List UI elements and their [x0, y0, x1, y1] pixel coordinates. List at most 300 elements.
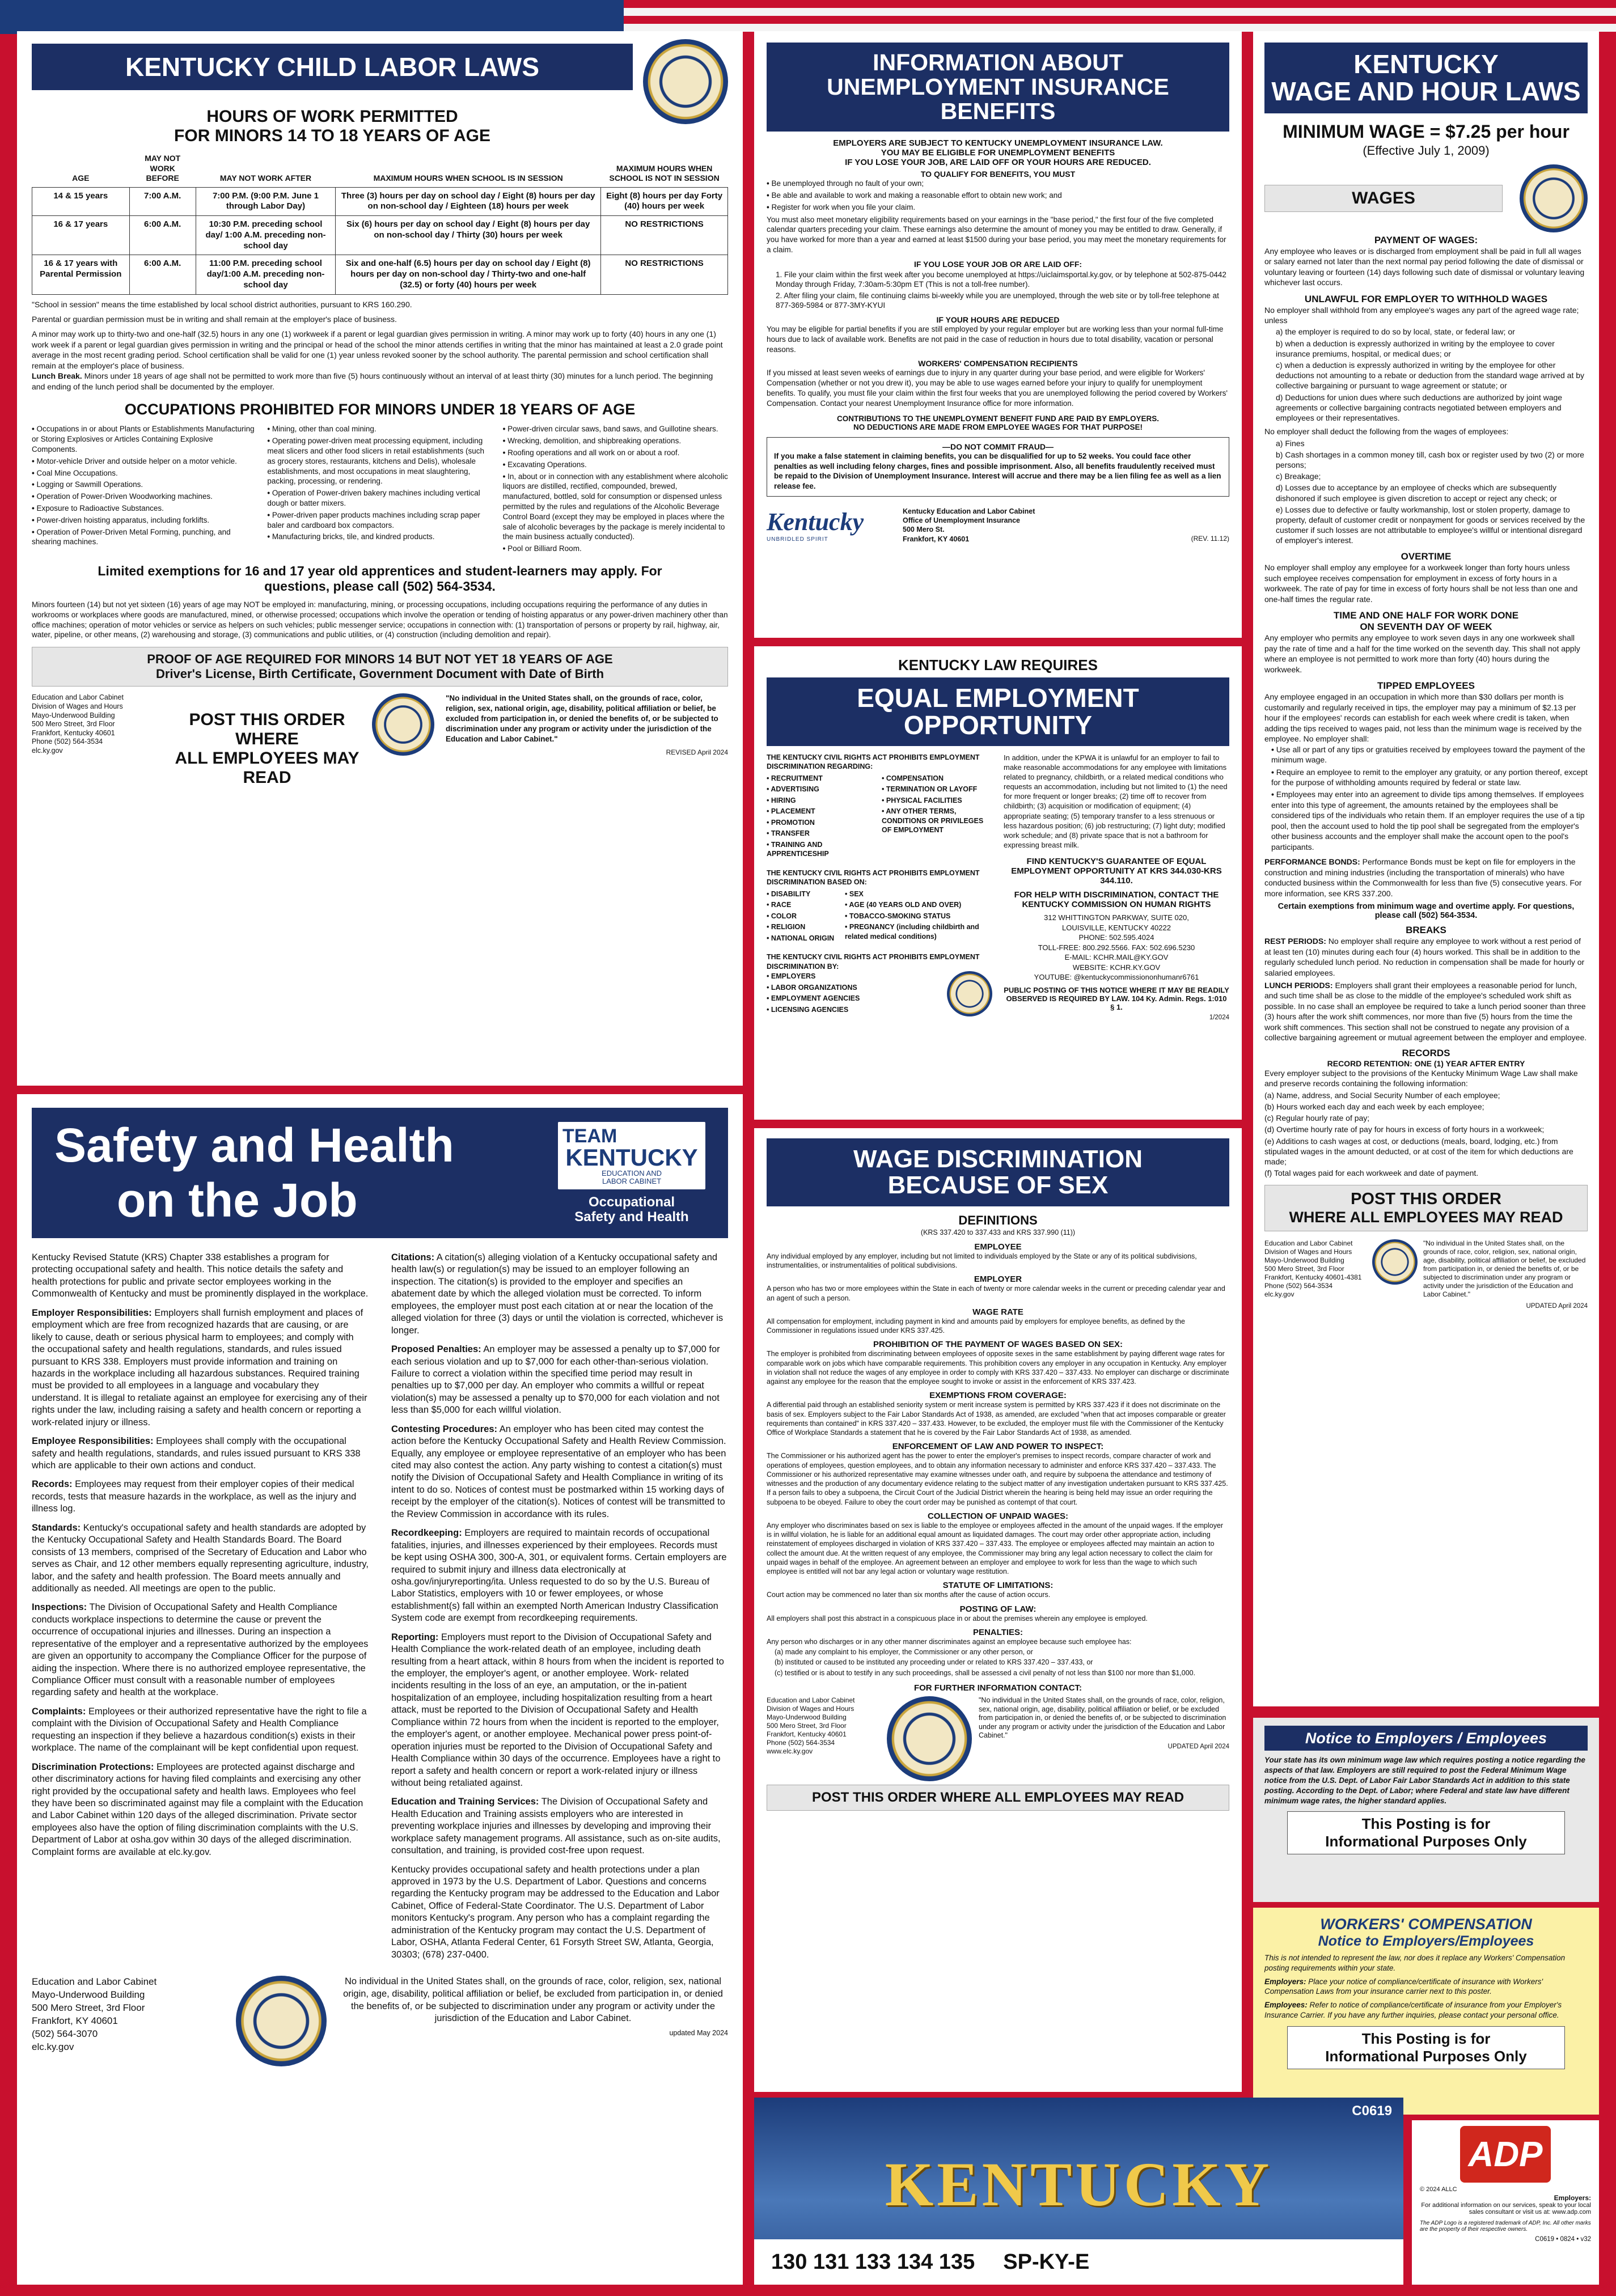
lunch-label: Lunch Break. — [32, 371, 82, 381]
eeo-item: • ADVERTISING — [767, 785, 877, 794]
wc-p2-label: Employers: — [1264, 1977, 1306, 1986]
prohibited-item: • Roofing operations and all work on or about a roof. — [503, 448, 728, 458]
footer-copyright: © 2024 ALLC — [1420, 2186, 1457, 2193]
safety-paragraph-text: Employers must report to the Division of Occupational Safety and Health Compliance the work-related death of an employee, including death resulting from a heart attack, within 8 hours from when the incident is reported to the employer, the employer's agent, or another employee. Work- related incidents resulting in the loss of an eye, an amputation, or the in-patient hospitalization of an employee, including hospitalization resulting from a heart attack, must be reported to the Division of Occupational Safety and Health Compliance within 72 hours from when the incident is reported to the employer, the employer's agent, or another employee. Mechanical power press point-of-operation injuries must be reported to the Division of Occupational Safety and Health Compliance within 30 days of the occurrence. Employees have a right to report a safety and health concern or report a work-related injury or illness without being retaliated against. — [391, 1632, 724, 1788]
address-line: Mayo-Underwood Building — [32, 711, 115, 719]
prohibited-item: • In, about or in connection with any establishment where alcoholic liquors are distilled, rectified, compounded, brewed, manufactured, bottled, sold for consumption or dispensed unless permitted by the rules and regulations of the Alcoholic Beverage Control Board (except they may be employed in places where the sale of alcoholic beverages by the package is merely incidental to the main business actually conducted). — [503, 472, 728, 543]
ui-steps — [767, 270, 1229, 311]
safety-paragraph-label: Contesting Procedures: — [391, 1424, 498, 1434]
eeo-regarding-heading: THE KENTUCKY CIVIL RIGHTS ACT PROHIBITS EMPLOYMENT DISCRIMINATION REGARDING: — [767, 753, 980, 771]
penalty-item: (a) made any complaint to his employer, the Commissioner or any other person, or — [775, 1648, 1033, 1657]
wd-further: FOR FURTHER INFORMATION CONTACT: — [913, 1683, 1082, 1693]
unlawful-item: d) Deductions for union dues where such deductions are authorized by joint wage agreements or collective bargaining contracts negotiated between employers and employees or their representatives. — [1276, 392, 1563, 422]
wage-nondiscrimination: "No individual in the United States shall, on the grounds of race, color, religion, sex, national origin, age, disability, political affiliation or belief, be excluded from participation in, or denied the benefits of, or be subjected to discrimination under any program or activity under the jurisdiction of the Education and Labor Cabinet." — [1423, 1239, 1586, 1299]
eeo-contact-line: PHONE: 502.595.4024 — [1078, 933, 1154, 942]
prohibited-item: • Manufacturing bricks, tile, and kindred products. — [267, 532, 492, 542]
eeo-contact-line: LOUISVILLE, KENTUCKY 40222 — [1062, 923, 1171, 932]
safety-paragraph-text: Kentucky Revised Statute (KRS) Chapter 338 establishes a program for protecting occupational safety and health. This notice details the safety and health protections for public and private sector employees working in the Commonwealth of Kentucky and must be prominently displayed in the workplace. — [32, 1252, 369, 1299]
hours-cell: 6:00 A.M. — [129, 216, 196, 255]
prohibited-item: • Wrecking, demolition, and shipbreaking operations. — [503, 436, 728, 446]
notice1-info-2: Informational Purposes Only — [1325, 1833, 1527, 1850]
wd-address — [767, 1696, 880, 1756]
rest-text — [1264, 936, 1588, 978]
address-line: Education and Labor Cabinet — [32, 693, 124, 702]
wd-address-line: Division of Wages and Hours — [767, 1704, 854, 1713]
child-labor-panel — [17, 31, 743, 1086]
team-kentucky-text: KENTUCKY — [565, 1144, 698, 1171]
wage-footer — [1264, 1239, 1588, 1311]
eeo-item: • RECRUITMENT — [767, 774, 877, 783]
safety-address — [32, 1976, 225, 2054]
adp-logo-text: ADP — [1468, 2134, 1543, 2174]
safety-left-column — [32, 1252, 369, 1968]
ui-rev: (REV. 11.12) — [1191, 535, 1229, 543]
eeo-by-list — [767, 972, 947, 1016]
adp-trademark: The ADP Logo is a registered trademark of ADP, Inc. All other marks are the property of their respective owners. — [1420, 2220, 1591, 2233]
records-item: (d) Overtime hourly rate of pay for hours in excess of forty hours in a workweek; — [1264, 1125, 1545, 1134]
wd-address-line: Mayo-Underwood Building — [767, 1713, 847, 1721]
ui-monetary: You must also meet monetary eligibility requirements based on your earnings in the "base period," the first four of the five completed calendar quarters preceding your claim. These earnings also determine the amount of money you may be entitled to draw. Generally, if you have worked for more than a year and earned at least $1500 during your base period, you may meet the monetary requirements for a claim. — [767, 215, 1226, 255]
wage-title-2: WAGE AND HOUR LAWS — [1271, 77, 1581, 107]
overtime-heading: OVERTIME — [1401, 551, 1452, 562]
fraud-box — [767, 437, 1229, 497]
eeo-kpwa: In addition, under the KPWA it is unlawful for an employer to fail to make reasonable accommodations for any employee with limitations related to pregnancy, childbirth, or a related medical conditions who requests an accommodation, including but not limited to (1) the need for more frequent or longer breaks; (2) time off to recover from childbirth; (3) acquisition or modification of equipment; (4) appropriate seating; (5) temporary transfer to a less strenuous or less hazardous position; (6) job restructuring; (7) light duty; modified work schedule; and (8) private space that is not a bathroom for expressing breast milk. — [1004, 753, 1228, 849]
eeo-item: • TRAINING AND APPRENTICESHIP — [767, 840, 877, 859]
safety-paragraph-text: Employees are protected against discharge and other discriminatory actions for having filed complaints and exercising any other right provided by the occupational safety and health laws. Employees who feel they have been so discriminated against may file a complaint with the Education and Labor Cabinet within 120 days of the alleged discrimination. Private sector employees also have the option of filing discrimination complaints with the U.S. Department of Labor at osha.gov within 30 days of the alleged discrimination. Complaint forms are available at elc.ky.gov. — [32, 1761, 363, 1857]
wc-info-2: Informational Purposes Only — [1325, 2047, 1527, 2065]
wd-sections — [767, 1242, 1229, 1646]
footer-state: KENTUCKY — [885, 2150, 1273, 2219]
prohibited-item: • Logging or Sawmill Operations. — [32, 480, 257, 490]
safety-paragraph-label: Records: — [32, 1479, 73, 1490]
payment-text: Any employee who leaves or is discharged from employment shall be paid in full all wages or salary earned not later than the next normal pay period following the date of dismissal or voluntary leaving or fourteen (14) days following such date of dismissal or voluntary leaving whichever last occurs. — [1264, 246, 1585, 287]
exemptions-note: Limited exemptions for 16 and 17 year old apprentices and student-learners may apply. For questions, please call (502) 564-3534. — [98, 564, 662, 594]
safety-paragraph-label: Inspections: — [32, 1602, 87, 1613]
ui-lead-1: EMPLOYERS ARE SUBJECT TO KENTUCKY UNEMPLOYMENT INSURANCE LAW. — [833, 138, 1163, 149]
safety-paragraph — [32, 1307, 369, 1429]
wd-section-heading: WAGE RATE — [972, 1307, 1023, 1317]
wd-section-text: All employers shall post this abstract in a conspicuous place in or about the premises wherein any employee is employed. — [767, 1614, 1148, 1623]
post-order-2: ALL EMPLOYEES MAY READ — [175, 749, 359, 787]
hours-cell: 10:30 P.M. preceding school day/ 1:00 A.M. preceding non-school day — [196, 216, 335, 255]
ui-lead-2: YOU MAY BE ELIGIBLE FOR UNEMPLOYMENT BENEFITS — [881, 148, 1115, 158]
wc-title-1: WORKERS' COMPENSATION — [1320, 1916, 1532, 1933]
adp-note: For additional information on our services, speak to your local sales consultant or visit us at: www.adp.com — [1421, 2202, 1591, 2215]
safety-paragraph — [32, 1706, 369, 1755]
safety-paragraph — [32, 1435, 369, 1472]
wage-address-line: Phone (502) 564-3534 — [1264, 1282, 1333, 1290]
rest-body: No employer shall require any employee to work without a rest period of at least ten (10) minutes during each four (4) hours worked. This shall be in addition to the regularly scheduled lunch period. No reduction in compensation shall be made for hourly or salaried employees. — [1264, 937, 1585, 977]
safety-paragraph — [32, 1761, 369, 1859]
deduct-list — [1264, 438, 1588, 546]
footer-numbers: 130 131 133 134 135 — [771, 2250, 975, 2274]
wd-post: POST THIS ORDER WHERE ALL EMPLOYEES MAY READ — [767, 1785, 1229, 1811]
wage-post-1: POST THIS ORDER — [1351, 1190, 1501, 1209]
eeo-item: • RELIGION — [767, 922, 840, 932]
hours-header: MAY NOT WORK BEFORE — [129, 150, 196, 187]
adp-logo — [1460, 2126, 1551, 2183]
deduct-item: d) Losses due to acceptance by an employee of checks which are subsequently dishonored if such employee is given discretion to accept or reject any check; or — [1276, 483, 1557, 503]
wd-title-2: BECAUSE OF SEX — [887, 1171, 1109, 1200]
safety-address-line: Education and Labor Cabinet — [32, 1976, 157, 1988]
ui-wc-text: If you missed at least seven weeks of earnings due to injury in any quarter during your base period, and were eligible for Workers' Compensation (whether or not you drew it), you may be able to use wages earned before your injury to qualify for unemployment benefits. To qualify, you must file your claim within the first four weeks that you are unemployed following the period covered by Workers' Compensation. Contact your nearest Unemployment Insurance office for more information. — [767, 368, 1228, 408]
parental-note: Parental or guardian permission must be in writing and shall remain at the employer's place of business. — [32, 314, 397, 324]
safety-paragraph-label: Employee Responsibilities: — [32, 1436, 154, 1447]
safety-paragraph-label: Employer Responsibilities: — [32, 1307, 152, 1318]
minimum-wage-date: (Effective July 1, 2009) — [1363, 143, 1490, 158]
wd-title-1: WAGE DISCRIMINATION — [853, 1145, 1143, 1173]
wage-footer-seal-icon — [1372, 1239, 1418, 1285]
wd-address-line: Education and Labor Cabinet — [767, 1696, 855, 1704]
ui-wc-heading: WORKERS' COMPENSATION RECIPIENTS — [918, 359, 1078, 368]
eeo-contact — [1004, 913, 1229, 982]
wd-section-heading: COLLECTION OF UNPAID WAGES: — [927, 1511, 1069, 1521]
safety-paragraph-text: The Division of Occupational Safety and Health Education and Training assists employers who are interested in preventing workplace injuries and illnesses by developing and improving their workplace safety management programs. All assistance, such as on-site audits, consultation, and training, is provided cost-free upon request. — [391, 1797, 721, 1856]
tipped-item: • Use all or part of any tips or gratuities received by employees toward the payment of the minimum wage. — [1271, 744, 1588, 765]
notice1-body: Your state has its own minimum wage law which requires posting a notice regarding the aspects of that law. Employers are still required to post the Federal Minimum Wage notice from the U.S. Dept. of Labor Fair Labor Standards Act in addition to this state posting. According to the Dept. of Labor; where Federal and state law have different minimum wage rates, the higher standard applies. — [1264, 1756, 1585, 1805]
unlawful-list — [1264, 327, 1588, 423]
wc-p2-body: Place your notice of compliance/certificate of insurance with Workers' Compensation Laws from your insurance carrier next to this poster. — [1264, 1977, 1543, 1996]
eeo-requires: KENTUCKY LAW REQUIRES — [898, 656, 1098, 673]
notice-employers-panel — [1253, 1718, 1599, 1902]
penalty-item: (c) testified or is about to testify in any such proceedings, shall be assessed a civil penalty of not less than $100 nor more than $1,000. — [775, 1668, 1196, 1677]
penalty-item: (b) instituted or caused to be instituted any proceeding under or related to KRS 337.420 – 337.433, or — [775, 1658, 1093, 1667]
prohibited-heading: OCCUPATIONS PROHIBITED FOR MINORS UNDER 18 YEARS OF AGE — [124, 401, 636, 418]
tipped-list — [1271, 744, 1588, 853]
ui-address-line: Frankfort, KY 40601 — [903, 535, 970, 543]
wd-section-heading: POSTING OF LAW: — [959, 1604, 1037, 1614]
wage-address — [1264, 1239, 1367, 1299]
wd-address-line: Frankfort, Kentucky 40601 — [767, 1730, 847, 1738]
unemployment-title — [767, 43, 1229, 132]
prohibited-item: • Power-driven hoisting apparatus, including forklifts. — [32, 515, 257, 526]
wage-discrimination-panel — [754, 1128, 1242, 2092]
footer-sku: SP-KY-E — [1003, 2250, 1090, 2274]
address-line: Phone (502) 564-3534 — [32, 738, 103, 746]
proof-of-age-box — [32, 647, 728, 687]
wage-address-line: Education and Labor Cabinet — [1264, 1239, 1353, 1248]
wd-section-text: The employer is prohibited from discriminating between employees of opposite sexes in the same establishment by paying different wage rates for comparable work on jobs which have comparable requirements. This prohibition covers any employer in any occupation in Kentucky. Any employer in violation shall not reduce the wages of any employee in order to comply with KRS 337.420 – 337.433. No employer can discharge or discriminate against any employee for the reason that the employee sought to invoke or assist in the enforcement of KRS 337.423. — [767, 1350, 1229, 1386]
ui-qualify-item: • Be able and available to work and making a reasonable effort to obtain new work; and — [767, 190, 1229, 201]
safety-paragraph-text: Employees may request from their employer copies of their medical records, tests that measure hazards in the workplace, as well as the injury and illness log. — [32, 1479, 357, 1514]
hours-cell: Six and one-half (6.5) hours per day on school day / Eight (8) hours per day on non-school day / Thirty-two and one-half (32.5) or forty (40) hours per week — [336, 255, 601, 294]
kentucky-seal-icon — [643, 39, 728, 124]
wages-heading: WAGES — [1264, 185, 1503, 212]
hours-cell: Six (6) hours per day on school day / Eight (8) hours per day on non-school day / Thirty (30) hours per week — [336, 216, 601, 255]
safety-paragraph — [32, 1522, 369, 1595]
wd-section-heading: PROHIBITION OF THE PAYMENT OF WAGES BASED ON SEX: — [873, 1340, 1123, 1350]
safety-paragraph-text: An employer who has been cited may contest the action before the Kentucky Occupational Safety and Health Review Commission. Equally, any employee or employee representative of an employer who has been cited may also contest the action. Any party wishing to contest a citation(s) must notify the Division of Occupational Safety and Health Compliance in writing of its intent to do so. Notices of contest must be postmarked within 15 working days of receipt by the employer of the citation(s). Notices of contest will be transmitted to the Review Commission in accordance with its rules. — [391, 1424, 726, 1519]
wd-section-text: Any person who discharges or in any other manner discriminates against an employee because such employee has: — [767, 1637, 1132, 1646]
ui-contrib-1: CONTRIBUTIONS TO THE UNEMPLOYMENT BENEFIT FUND ARE PAID BY EMPLOYERS. — [836, 414, 1160, 423]
safety-paragraph-label: Complaints: — [32, 1706, 86, 1717]
adp-panel — [1412, 2120, 1599, 2285]
safety-paragraph — [391, 1252, 728, 1337]
bonds-text — [1264, 857, 1588, 899]
bonds-body: Performance Bonds must be kept on file for employers in the construction and mining industries (including the transportation of minerals) who have conducted business within the Commonwealth for less than five (5) consecutive years. For more information, see KRS 337.200. — [1264, 857, 1582, 898]
wage-post-2: WHERE ALL EMPLOYEES MAY READ — [1289, 1209, 1563, 1226]
eeo-contact-line: E-MAIL: KCHR.MAIL@KY.GOV — [1064, 953, 1169, 962]
ui-address — [903, 507, 1169, 544]
kchr-seal-icon — [947, 971, 992, 1016]
school-session-note: "School in session" means the time established by local school district authorities, pursuant to KRS 160.290. — [32, 299, 412, 309]
records-heading: RECORDS — [1402, 1047, 1450, 1058]
team-kentucky-logo — [558, 1122, 705, 1224]
team-text: TEAM — [562, 1125, 617, 1147]
wd-definitions: DEFINITIONS — [958, 1213, 1038, 1228]
unlawful-heading: UNLAWFUL FOR EMPLOYER TO WITHHOLD WAGES — [1304, 293, 1548, 304]
safety-paragraph-text: The Division of Occupational Safety and Health Compliance conducts workplace inspections to determine the cause or prevent the occurrence of occupational injuries and illnesses. During an inspection a representative of the employer and a representative authorized by the employees are given an opportunity to accompany the Compliance Officer for the purpose of aiding the inspection. Where there is no authorized employee representative, the Compliance Officer must consult with a reasonable number of employees regarding safety and health at the workplace. — [32, 1602, 369, 1698]
occ-text-1: Occupational — [588, 1194, 675, 1210]
wage-hour-panel — [1253, 31, 1599, 1706]
hours-cell: Three (3) hours per day on school day / Eight (8) hours per day on non-school day / Eighteen (18) hours per week — [336, 187, 601, 216]
overtime-text: No employer shall employ any employee for a workweek longer than forty hours unless such employee receives compensation for employment in excess of forty hours in a workweek. The rate of pay for time in excess of forty hours shall be not less than one and one-half times the regular rate. — [1264, 563, 1578, 604]
wd-nondiscrimination: "No individual in the United States shall, on the grounds of race, color, religion, sex, national origin, age, disability, political affiliation or belief, or be excluded from participation in, or denied the benefits of, or be subjected to discrimination under any program or activity under the jurisdiction of the Education and Labor Cabinet." — [979, 1696, 1226, 1740]
address-line: 500 Mero Street, 3rd Floor — [32, 720, 115, 728]
prohibited-item: • Pool or Billiard Room. — [503, 544, 728, 554]
hours-note: A minor may work up to thirty-two and one-half (32.5) hours in any one (1) workweek if a parent or legal guardian gives permission in writing. A minor may work up to forty (40) hours in any one (1) work week if a parent or legal guardian gives permission in writing and the principal or head of the school the minor attends certifies in writing that the minor has maintained at least a 2.0 grade point average in the most recent grading period. School certification shall be valid for one (1) year unless revoked sooner by the school authority. The parental permission and school certification shall remain at the employer's place of business. — [32, 329, 723, 370]
seventh-heading-2: ON SEVENTH DAY OF WEEK — [1360, 621, 1492, 633]
flag-canton — [0, 0, 624, 34]
unemployment-title-1: INFORMATION ABOUT — [873, 49, 1123, 75]
safety-title-2: on the Job — [117, 1174, 358, 1227]
hours-header: MAY NOT WORK AFTER — [196, 150, 335, 187]
safety-right-column — [391, 1252, 728, 1968]
wc-title-2: Notice to Employers/Employees — [1318, 1933, 1534, 1949]
eeo-help: FOR HELP WITH DISCRIMINATION, CONTACT THE KENTUCKY COMMISSION ON HUMAN RIGHTS — [1014, 890, 1219, 910]
wage-address-line: Division of Wages and Hours — [1264, 1248, 1352, 1256]
safety-paragraph — [391, 1796, 728, 1857]
lunch-note — [32, 371, 728, 392]
wd-address-line: 500 Mero Street, 3rd Floor — [767, 1721, 847, 1730]
prohibited-lists — [32, 424, 728, 556]
wage-post-box — [1264, 1185, 1588, 1231]
wage-seal-icon — [1520, 164, 1588, 232]
eeo-item: • PHYSICAL FACILITIES — [882, 796, 992, 806]
hours-row — [32, 255, 728, 294]
ui-step: 1. File your claim within the first week after you become unemployed at https://uiclaimsportal.ky.gov, or by telephone at 502-875-0442 Monday through Friday, 7:30am-5:30pm ET (This is not a toll-free number). — [776, 270, 1226, 289]
safety-paragraph-text: Employers are required to maintain records of occupational fatalities, injuries, and illnesses experienced by their employees. Records must be kept using OSHA 300, 300-A, 301, or equivalent forms. Certain employers are required to submit injury and illness data electronically at osha.gov/injuryreporting/ita. Unless requested to do so by the U.S. Bureau of Labor Statistics, employers with 10 or fewer employees, or whose establishment(s) fall within an exempted North American Industry Classification System code are exempt from recordkeeping requirements. — [391, 1528, 727, 1624]
footer-strip — [754, 2239, 1403, 2285]
wd-section-text: A person who has two or more employees within the State in each of twenty or more calendar weeks in the current or preceding calendar year and an agent of such a person. — [767, 1285, 1225, 1302]
rest-label: REST PERIODS: — [1264, 937, 1326, 946]
fraud-text: If you make a false statement in claiming benefits, you can be disqualified for up to 52 weeks. You could face other penalties as well including felony charges, fines and possible imprisonment. Also, all benefits fraudulently received must be repaid to the Division of Unemployment Insurance. Interest will accrue and there may be a lien filing fee as well as a lien release fee. — [774, 451, 1221, 491]
safety-nondiscrimination: No individual in the United States shall, on the grounds of race, color, religion, sex, national origin, age, disability, political affiliation or belief, be excluded from participation in, or denied the benefits of, or be subjected to discrimination under any program or activity under the jurisdiction of the Education and Labor Cabinet. — [343, 1976, 723, 2024]
lunch-period-body: Employers shall grant their employees a reasonable period for lunch, and such time shall be as close to the middle of the employee's scheduled work shift as possible. In no case shall an employee be required to take a lunch period sooner than three (3) hours after the work shift commences, nor more than five (5) hours from the time the work shift commences. This section shall not be construed to negate any provision of a collective bargaining agreement or mutual agreement between the employer and employee. — [1264, 981, 1587, 1043]
hours-cell: 7:00 P.M. (9:00 P.M. June 1 through Labor Day) — [196, 187, 335, 216]
eeo-based-list-1 — [767, 889, 840, 945]
eeo-item: • HIRING — [767, 796, 877, 806]
safety-panel — [17, 1094, 743, 2285]
safety-paragraph-text: A citation(s) alleging violation of a Kentucky occupational safety and health law(s) or regulation(s) may be issued to an employer following an inspection. The citation(s) is provided to the employer and specifies an abatement date by which the alleged violation must be corrected. To inform employees, the employer must post each citation at or near the location of the alleged violation for three (3) days or until the violation is corrected, whichever is longer. — [391, 1252, 724, 1336]
safety-paragraph — [391, 1864, 728, 1962]
fraud-heading: —DO NOT COMMIT FRAUD— — [942, 442, 1054, 451]
deduct-item: a) Fines — [1276, 438, 1305, 448]
wd-address-line: Phone (502) 564-3534 — [767, 1738, 835, 1747]
kentucky-banner — [754, 2098, 1403, 2285]
wd-section-text: Any individual employed by any employer, including but not limited to individuals employed by the State or any of its political subdivisions, instrumentalities, or instrumentalities of political subdivisions. — [767, 1252, 1197, 1270]
hours-row — [32, 187, 728, 216]
eeo-item: • PROMOTION — [767, 818, 877, 828]
tipped-text: Any employee engaged in an occupation in which more than $30 dollars per month is customarily and regularly received in tips, the employer may pay a minimum of $2.13 per hour if the employees' records can establish for each week where credit is taken, when adding the tips received to wages paid, not less than the minimum wage is received by the employee. No employer shall: — [1264, 692, 1582, 744]
workers-comp-panel — [1253, 1908, 1599, 2115]
wd-section-text: All compensation for employment, including payment in kind and amounts paid by employers for employee benefits, as defined by the Commissioner in regulations issued under KRS 337.425. — [767, 1317, 1185, 1335]
wd-section-heading: ENFORCEMENT OF LAW AND POWER TO INSPECT: — [892, 1442, 1104, 1452]
eeo-title: EQUAL EMPLOYMENT OPPORTUNITY — [767, 677, 1229, 746]
wc-info-1: This Posting is for — [1361, 2030, 1491, 2047]
wc-p1: This is not intended to represent the law, nor does it replace any Workers' Compensation posting requirements within your state. — [1264, 1954, 1566, 1972]
safety-address-line: 500 Mero Street, 3rd Floor — [32, 2002, 145, 2013]
breaks-heading: BREAKS — [1406, 925, 1446, 936]
safety-paragraph — [391, 1527, 728, 1625]
hours-cell: NO RESTRICTIONS — [601, 255, 728, 294]
ui-lead-3: IF YOU LOSE YOUR JOB, ARE LAID OFF OR YOUR HOURS ARE REDUCED. — [845, 158, 1151, 168]
wage-address-line: Mayo-Underwood Building — [1264, 1256, 1344, 1265]
wc-p3 — [1264, 2000, 1588, 2020]
wage-hour-title — [1264, 43, 1588, 113]
wd-section-heading: EXEMPTIONS FROM COVERAGE: — [929, 1391, 1067, 1401]
safety-updated: updated May 2024 — [669, 2029, 728, 2037]
eeo-item: • RACE — [767, 900, 840, 910]
safety-paragraph-label: Citations: — [391, 1252, 435, 1263]
wd-section-heading: STATUTE OF LIMITATIONS: — [942, 1581, 1054, 1591]
prohibited-item: • Power-driven paper products machines including scrap paper baler and cardboard box compactors. — [267, 510, 492, 531]
eeo-by-heading: THE KENTUCKY CIVIL RIGHTS ACT PROHIBITS EMPLOYMENT DISCRIMINATION BY: — [767, 953, 980, 971]
nondiscrimination-statement: "No individual in the United States shall, on the grounds of race, color, religion, sex, national origin, age, disability, political affiliation or belief, be excluded from participation in, or denied the benefits of, or be subjected to discrimination under any program or activity under the jurisdiction of the Education and Labor Cabinet." — [446, 694, 718, 743]
kentucky-logo-text: Kentucky — [767, 508, 864, 536]
lunch-period-label: LUNCH PERIODS: — [1264, 981, 1333, 990]
eeo-contact-line: TOLL-FREE: 800.292.5566. FAX: 502.696.5230 — [1038, 943, 1195, 952]
records-list — [1264, 1090, 1588, 1179]
hours-cell: 6:00 A.M. — [129, 255, 196, 294]
safety-paragraph — [32, 1602, 369, 1699]
eeo-item: • NATIONAL ORIGIN — [767, 934, 840, 943]
safety-paragraph — [32, 1479, 369, 1515]
seventh-heading-1: TIME AND ONE HALF FOR WORK DONE — [1333, 610, 1519, 621]
safety-paragraph — [391, 1632, 728, 1790]
wc-info-box — [1287, 2026, 1565, 2069]
wd-section-text: Any employer who discriminates based on sex is liable to the employee or employees affected in the amount of the unpaid wages. If the employer is in willful violation, he is liable for an additional equal amount as liquidated damages. The court may order other appropriate action, including reinstatement of employees discharged in violation of KRS 337.420 – 337.433. The employee or employees affected may maintain an action to collect the amount due. At the written request of any employee, the Commissioner may bring any legal action necessary to collect the claim for unpaid wages in behalf of the employee. An agreement between an employer and employee to work for less than the wage to which such employee is entitled will not bar any legal action or voluntary wage restitution. — [767, 1521, 1224, 1576]
wd-section-text: Court action may be commenced no later than six months after the cause of action occurs. — [767, 1591, 1051, 1599]
cabinet-seal-icon — [372, 693, 434, 756]
lunch-text: Minors under 18 years of age shall not be permitted to work more than five (5) hours continuously without an interval of at least thirty (30) minutes for a lunch period. The beginning and ending of the lunch period shall be documented by the employer. — [32, 371, 713, 391]
tipped-heading: TIPPED EMPLOYEES — [1377, 680, 1475, 692]
safety-paragraph-label: Standards: — [32, 1522, 81, 1533]
wc-p3-label: Employees: — [1264, 2001, 1308, 2010]
eeo-item: • LABOR ORGANIZATIONS — [767, 983, 947, 993]
safety-paragraph-label: Recordkeeping: — [391, 1528, 462, 1539]
hours-cell: Eight (8) hours per day Forty (40) hours per week — [601, 187, 728, 216]
eeo-contact-line: 312 WHITTINGTON PARKWAY, SUITE 020, — [1044, 913, 1189, 922]
ui-step: 2. After filing your claim, file continuing claims bi-weekly while you are unemployed, through the web site or by toll-free telephone at 877-369-5984 or 877-3MY-KYUI — [776, 291, 1219, 310]
ui-contrib-2: NO DEDUCTIONS ARE MADE FROM EMPLOYEE WAGES FOR THAT PURPOSE! — [853, 422, 1143, 431]
prohibited-item: • Coal Mine Occupations. — [32, 468, 257, 478]
wage-address-line: Frankfort, Kentucky 40601-4381 — [1264, 1273, 1362, 1282]
safety-address-line: Frankfort, KY 40601 — [32, 2015, 118, 2026]
ui-address-line: 500 Mero St. — [903, 526, 945, 534]
deduct-item: c) Breakage; — [1276, 472, 1321, 481]
hours-cell: 16 & 17 years with Parental Permission — [32, 255, 130, 294]
hours-heading-2: FOR MINORS 14 TO 18 YEARS OF AGE — [174, 126, 490, 145]
adp-employers-label: Employers: — [1554, 2194, 1591, 2202]
ui-address-line: Kentucky Education and Labor Cabinet — [903, 507, 1035, 515]
eeo-item: • TRANSFER — [767, 829, 877, 838]
prohibited-item: • Motor-vehicle Driver and outside helper on a motor vehicle. — [32, 456, 257, 467]
safety-paragraph-label: Reporting: — [391, 1632, 439, 1642]
safety-banner — [32, 1108, 728, 1238]
no-deduct-text: No employer shall deduct the following from the wages of employees: — [1264, 427, 1509, 437]
notice1-info-1: This Posting is for — [1361, 1815, 1491, 1833]
unemployment-panel — [754, 31, 1242, 638]
wd-updated: UPDATED April 2024 — [1167, 1743, 1229, 1750]
safety-paragraph-text: Employers shall furnish employment and places of employment which are free from recognized hazards that are causing, or are likely to cause, death or serious physical harm to employees; and comply with the occupational safety and health regulations, standards, and rules issued pursuant to KRS 338. Employers must provide information and training on hazards in the workplace including all hazardous substances. Required training must be provided to all employees in a language and vocabulary they understand. It is illegal to retaliate against an employee for exercising any of their rights under the law, including raising a safety and health concern or reporting a work-related injury or illness. — [32, 1307, 367, 1427]
hours-cell: 16 & 17 years — [32, 216, 130, 255]
safety-seal-icon — [236, 1976, 327, 2066]
records-item: (c) Regular hourly rate of pay; — [1264, 1113, 1370, 1123]
eeo-item: • PLACEMENT — [767, 807, 877, 816]
eeo-contact-line: WEBSITE: KCHR.KY.GOV — [1072, 963, 1161, 972]
lunch-period-text — [1264, 980, 1588, 1043]
records-text: Every employer subject to the provisions of the Kentucky Minimum Wage Law shall make and preserve records containing the following information: — [1264, 1068, 1578, 1088]
prohibited-item: • Operation of Power-Driven Metal Forming, punching, and shearing machines. — [32, 527, 257, 548]
prohibited-list-2 — [267, 424, 492, 556]
safety-paragraph-text: Kentucky provides occupational safety and health protections under a plan approved in 1973 by the U.S. Department of Labor. Questions and concerns regarding the Kentucky program may be addressed to the Education and Labor Cabinet, Office of Federal-State Coordinator. The U.S. Department of Labor monitors Kentucky's program. Any person who has a complaint regarding the administration of the Kentucky program may contact the U.S. Department of Labor, OSHA, Atlanta Federal Center, 61 Forsyth Street SW, Atlanta, Georgia, 30303; (678) 237-0400. — [391, 1864, 720, 1960]
eeo-public: PUBLIC POSTING OF THIS NOTICE WHERE IT MAY BE READILY OBSERVED IS REQUIRED BY LAW. 104 Ky. Admin. Regs. 1:010 § 1. — [1004, 985, 1229, 1011]
eeo-item: • DISABILITY — [767, 889, 840, 899]
wc-p2 — [1264, 1977, 1588, 1997]
records-item: (a) Name, address, and Social Security Number of each employee; — [1264, 1090, 1500, 1100]
wage-updated: UPDATED April 2024 — [1526, 1303, 1588, 1310]
wage-title-1: KENTUCKY — [1353, 49, 1499, 79]
wd-address-line: www.elc.ky.gov — [767, 1747, 813, 1755]
seventh-text: Any employer who permits any employee to work seven days in any one workweek shall pay the rate of time and a half for the time worked on the seventh day. This shall not apply where an employee is not permitted to work more than forty (40) hours during the workweek. — [1264, 633, 1580, 674]
hours-cell: NO RESTRICTIONS — [601, 216, 728, 255]
safety-paragraph — [32, 1252, 369, 1300]
safety-paragraph-text: An employer may be assessed a penalty up to $7,000 for each serious violation and up to $7,000 for each other-than-serious violation. Failure to correct a violation within the specified time period may result in penalties up to $7,000 per day. An employer who commits a willful or repeat violation(s) may be assessed a penalty up to $70,000 for each violation and not less than $5,000 for each willful violation. — [391, 1344, 720, 1416]
eeo-contact-line: YOUTUBE: @kentuckycommissiononhumanr6761 — [1034, 973, 1199, 982]
child-footer — [32, 693, 728, 787]
proof-documents: Driver's License, Birth Certificate, Government Document with Date of Birth — [155, 667, 604, 681]
safety-title-1: Safety and Health — [54, 1119, 454, 1172]
eeo-based-list-2 — [845, 889, 992, 945]
eeo-find: FIND KENTUCKY'S GUARANTEE OF EQUAL EMPLOYMENT OPPORTUNITY AT KRS 344.030-KRS 344.110. — [1011, 857, 1222, 886]
hours-row — [32, 216, 728, 255]
occ-text-2: Safety and Health — [574, 1209, 689, 1225]
payment-heading: PAYMENT OF WAGES: — [1374, 234, 1478, 245]
unlawful-item: c) when a deduction is expressly authorized in writing by the employee for other deductions not amounting to a rebate or deduction from the standard wage arrived at by collective bargaining or pursuant to wage agreement or statute; or — [1276, 361, 1585, 391]
footer-corner-code: C0619 • 0824 • v32 — [1535, 2236, 1591, 2243]
ui-qualify-item: • Be unemployed through no fault of your own; — [767, 179, 1229, 189]
deduct-item: e) Losses due to defective or faulty workmanship, lost or stolen property, damage to property, default of customer credit or nonpayment for goods or services received by the customer if such losses are not attributable to employee's willful or intentional disregard of employer's interest. — [1276, 505, 1585, 545]
unlawful-text: No employer shall withhold from any employee's wages any part of the agreed wage rate; unless — [1264, 305, 1579, 325]
address-line: elc.ky.gov — [32, 747, 63, 755]
hours-cell: 14 & 15 years — [32, 187, 130, 216]
address-line: Frankfort, Kentucky 40601 — [32, 728, 115, 737]
ui-reduced-heading: IF YOUR HOURS ARE REDUCED — [936, 315, 1060, 325]
prohibited-item: • Operating power-driven meat processing equipment, including meat slicers and other food slicers in retail establishments (such as grocery stores, restaurants, kitchens and Delis), wholesale establishments, and most occupations in meat slaughtering, packing, processing, or rendering. — [267, 436, 492, 486]
records-item: (e) Additions to cash wages at cost, or deductions (meals, board, lodging, etc.) from stipulated wages in the amount deducted, or at cost of the item for which deductions are made; — [1264, 1136, 1573, 1166]
safety-paragraph — [391, 1344, 728, 1417]
ui-lose-heading: IF YOU LOSE YOUR JOB OR ARE LAID OFF: — [913, 259, 1082, 269]
eeo-regarding-list-1 — [767, 774, 877, 861]
unlawful-item: a) the employer is required to do so by local, state, or federal law; or — [1276, 327, 1515, 337]
eeo-item: • TERMINATION OR LAYOFF — [882, 785, 992, 794]
kentucky-logo — [767, 507, 880, 543]
notice1-info-box — [1287, 1811, 1565, 1854]
prohibited-list-3 — [503, 424, 728, 556]
post-order-1: POST THIS ORDER WHERE — [189, 710, 345, 749]
eeo-panel — [754, 646, 1242, 1120]
